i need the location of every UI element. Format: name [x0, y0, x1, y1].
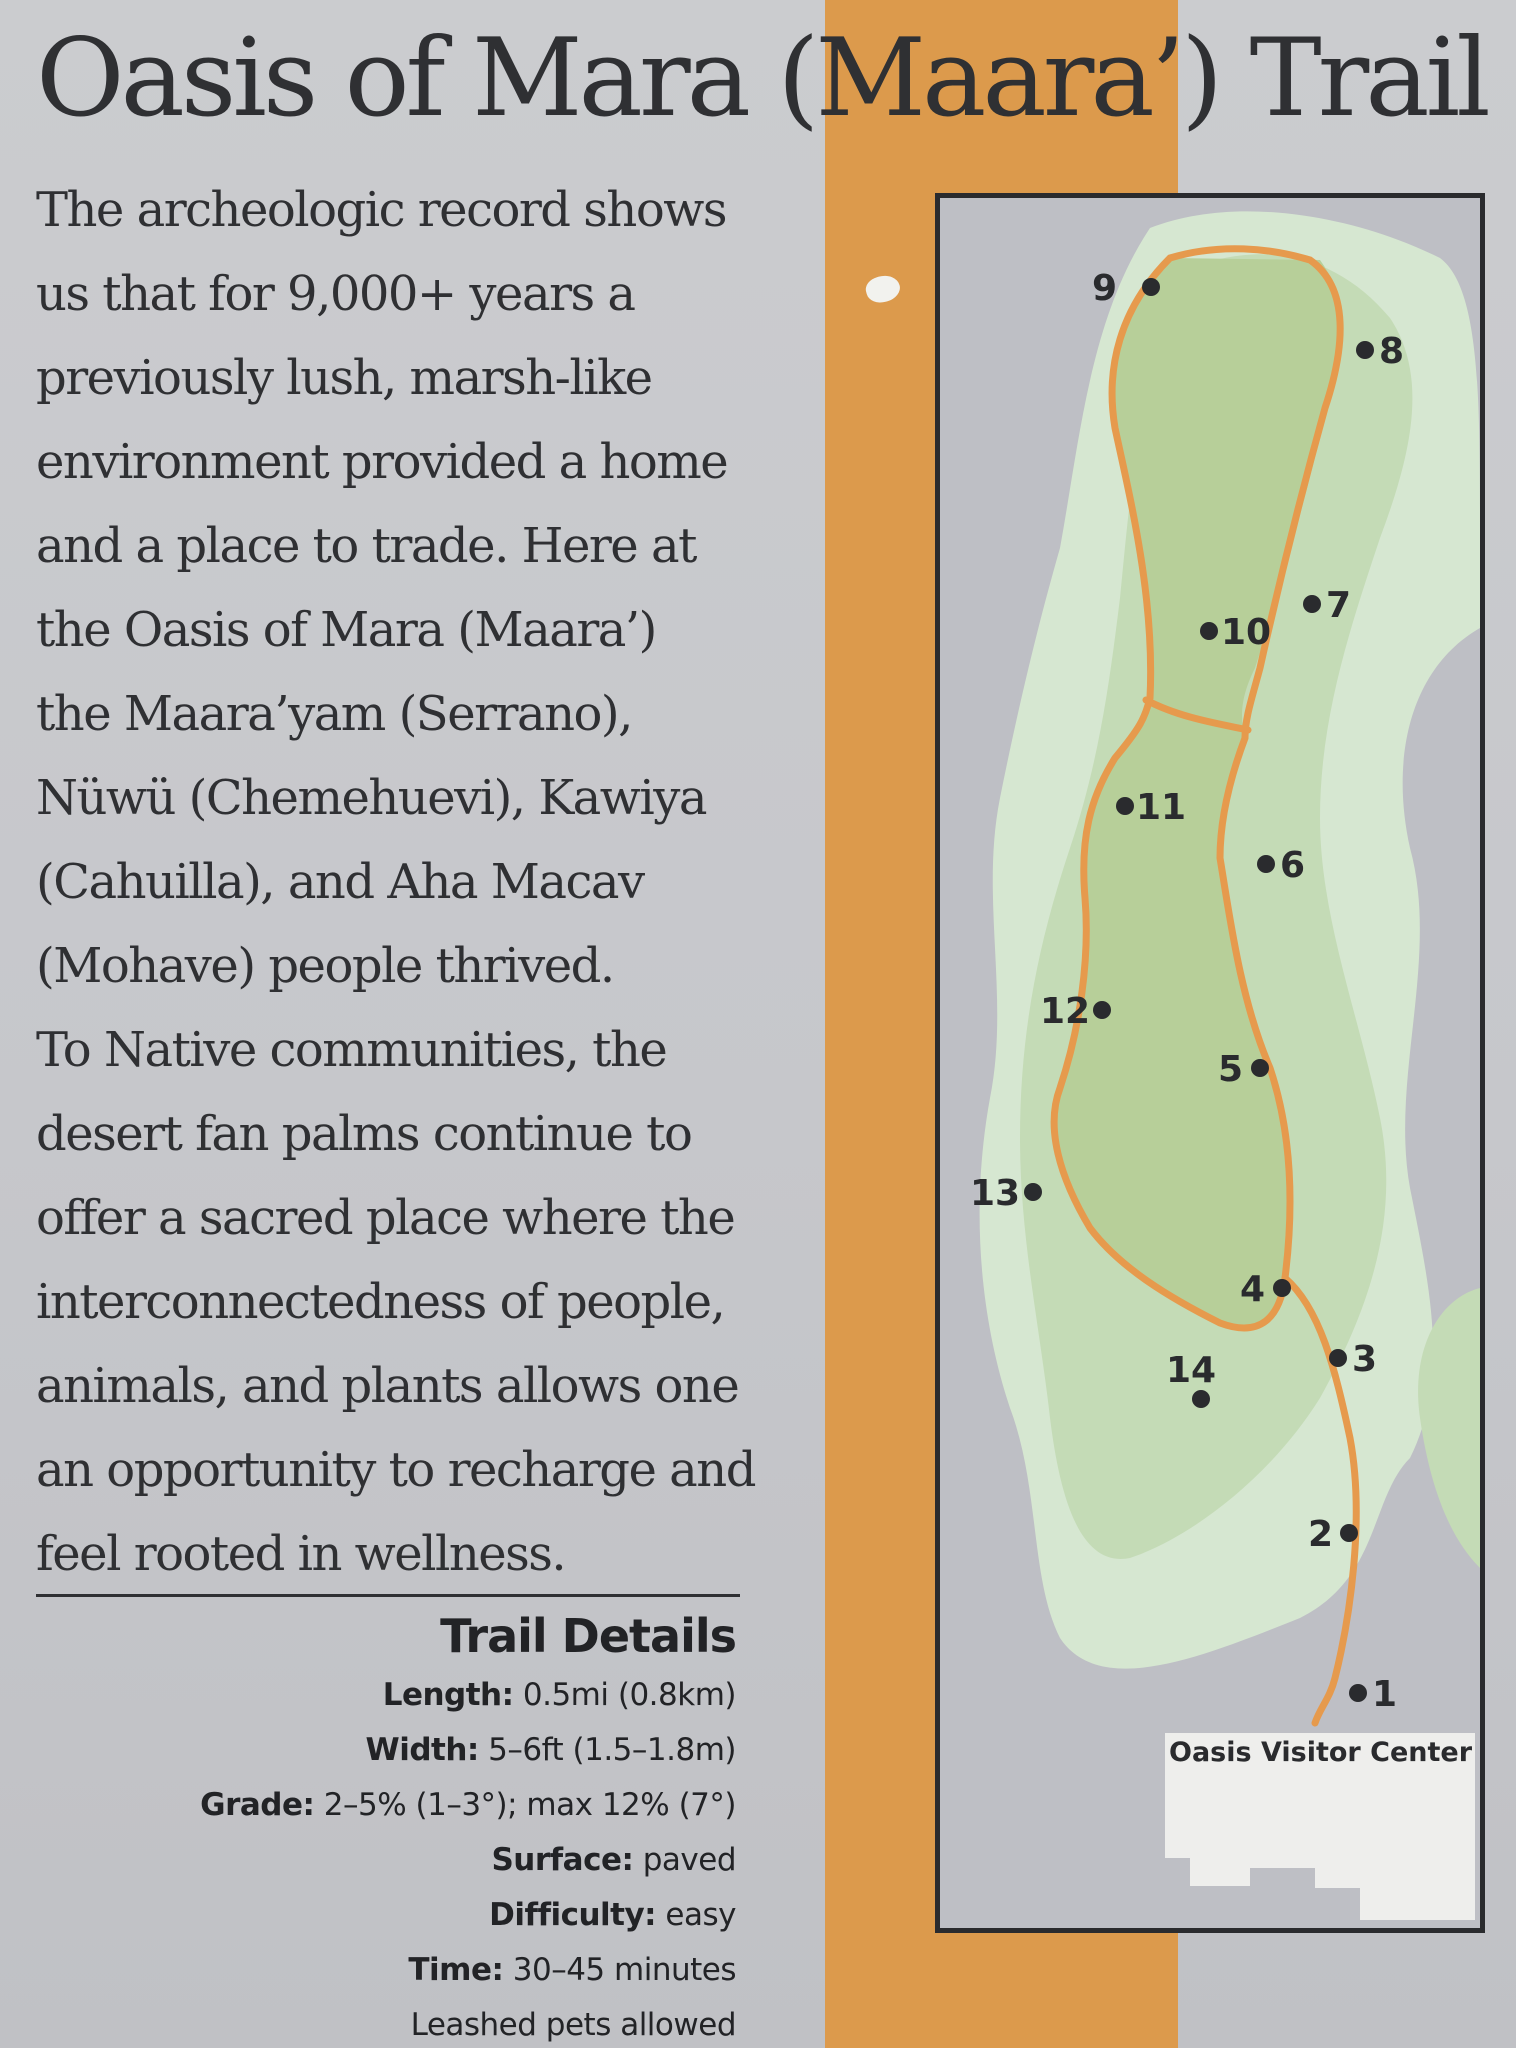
detail-time [36, 1943, 736, 1998]
body-line: offer a sacred place where the [36, 1190, 735, 1246]
svg-text:13: 13 [970, 1173, 1021, 1214]
detail-value: 30–45 minutes [503, 1952, 736, 1988]
body-text [36, 168, 816, 1596]
detail-value: 5–6ft (1.5–1.8m) [478, 1732, 736, 1768]
visitor-center-label: Oasis Visitor Center [1169, 1737, 1473, 1768]
detail-difficulty [36, 1888, 736, 1943]
body-line: Nüwü (Chemehuevi), Kawiya [36, 770, 706, 826]
svg-text:6: 6 [1280, 845, 1306, 886]
detail-width [36, 1723, 736, 1778]
body-line: The archeologic record shows [36, 182, 726, 238]
trail-map-svg [940, 198, 1480, 1928]
detail-value: paved [633, 1842, 736, 1878]
body-line: us that for 9,000+ years a [36, 266, 635, 322]
svg-text:8: 8 [1379, 331, 1405, 372]
svg-text:7: 7 [1326, 585, 1352, 626]
svg-text:12: 12 [1040, 991, 1091, 1032]
detail-label: Grade: [200, 1787, 315, 1823]
svg-text:10: 10 [1221, 612, 1272, 653]
body-line: an opportunity to recharge and [36, 1442, 755, 1498]
detail-grade [36, 1778, 736, 1833]
body-line: (Cahuilla), and Aha Macav [36, 854, 644, 910]
body-line: To Native communities, the [36, 1022, 667, 1078]
detail-label: Length: [382, 1677, 514, 1713]
svg-text:9: 9 [1092, 268, 1118, 309]
detail-value: Leashed pets allowed [410, 2007, 736, 2043]
trail-stop-1 [1349, 1674, 1397, 1715]
detail-label: Surface: [491, 1842, 634, 1878]
body-line: desert fan palms continue to [36, 1106, 692, 1162]
svg-text:1: 1 [1372, 1674, 1398, 1715]
svg-text:4: 4 [1240, 1269, 1266, 1310]
sign-title: Oasis of Mara (Maara’) Trail [36, 16, 1487, 141]
section-divider [36, 1594, 740, 1597]
trail-map [935, 193, 1485, 1933]
detail-value: easy [656, 1897, 736, 1933]
detail-pets [36, 1998, 736, 2048]
body-line: feel rooted in wellness. [36, 1526, 566, 1582]
body-line: the Oasis of Mara (Maara’) [36, 602, 656, 658]
svg-text:2: 2 [1308, 1514, 1334, 1555]
detail-length [36, 1668, 736, 1723]
body-line: animals, and plants allows one [36, 1358, 739, 1414]
svg-text:11: 11 [1136, 787, 1187, 828]
body-line: environment provided a home [36, 434, 728, 490]
svg-text:14: 14 [1166, 1350, 1217, 1391]
detail-value: 2–5% (1–3°); max 12% (7°) [314, 1787, 736, 1823]
detail-label: Time: [408, 1952, 504, 1988]
detail-label: Difficulty: [489, 1897, 657, 1933]
body-line: interconnectedness of people, [36, 1274, 725, 1330]
body-line: (Mohave) people thrived. [36, 938, 614, 994]
svg-text:3: 3 [1352, 1339, 1378, 1380]
body-line: previously lush, marsh-like [36, 350, 652, 406]
detail-value: 0.5mi (0.8km) [513, 1677, 736, 1713]
detail-surface [36, 1833, 736, 1888]
trail-details-heading: Trail Details [440, 1609, 736, 1663]
body-line: and a place to trade. Here at [36, 518, 696, 574]
trail-details [36, 1604, 736, 2048]
svg-text:5: 5 [1218, 1049, 1244, 1090]
body-line: the Maara’yam (Serrano), [36, 686, 632, 742]
detail-label: Width: [365, 1732, 479, 1768]
